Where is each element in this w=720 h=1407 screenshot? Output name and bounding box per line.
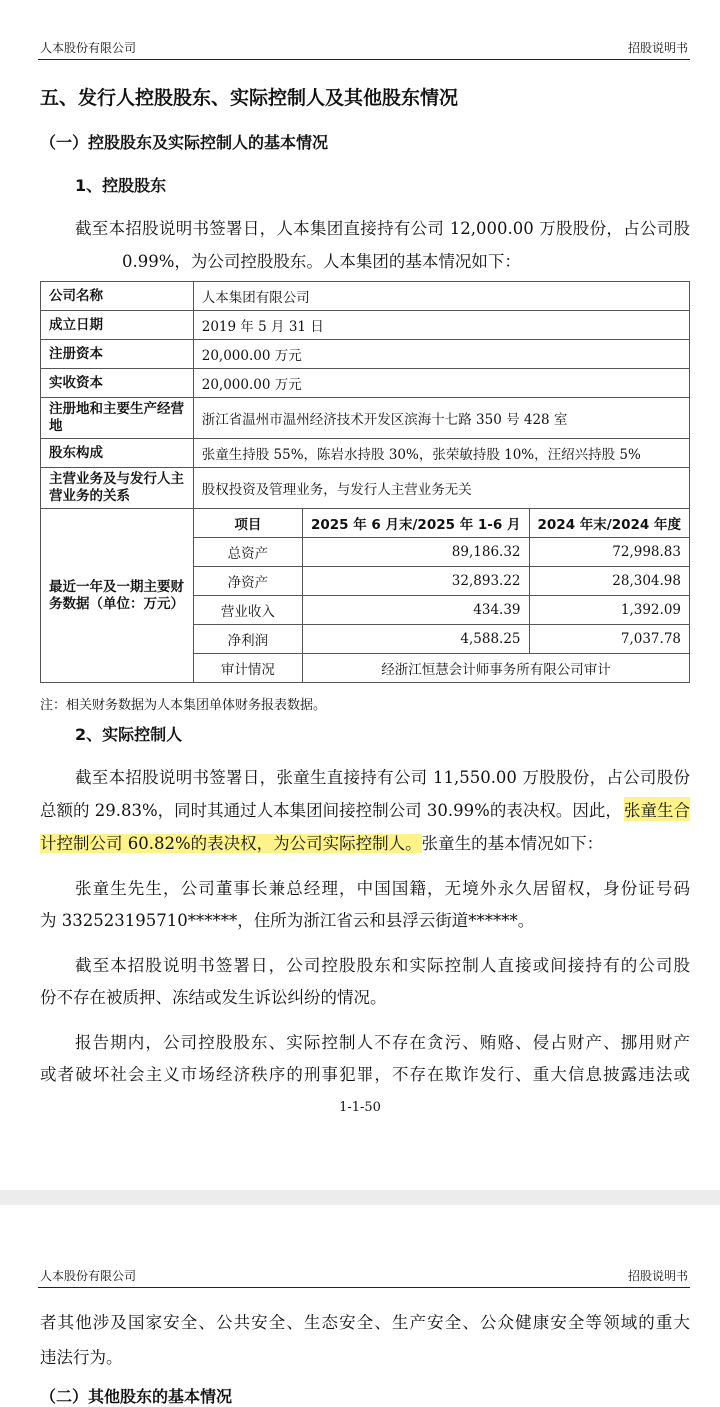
section-title: 五、发行人控股股东、实际控制人及其他股东情况 bbox=[40, 87, 459, 109]
fin-row: 净资产 32,893.22 28,304.98 bbox=[41, 567, 690, 596]
para-line: 违法行为。 bbox=[40, 1348, 123, 1367]
fin-row: 总资产 89,186.32 72,998.83 bbox=[41, 538, 690, 567]
header-doc-type: 招股说明书 bbox=[627, 41, 688, 55]
page-number: 1-1-50 bbox=[339, 1100, 381, 1115]
highlighted-text: 张童生合 bbox=[624, 797, 690, 821]
para-line: 计控制公司 60.82%的表决权，为公司实际控制人。张童生的基本情况如下： bbox=[40, 834, 604, 853]
item1-title: 1、控股股东 bbox=[75, 176, 167, 195]
audit-row: 审计情况 经浙江恒慧会计师事务所有限公司审计 bbox=[41, 654, 690, 683]
para-line: 为 332523195710******，住所为浙江省云和县浮云街道******。 bbox=[40, 911, 535, 930]
header-company: 人本股份有限公司 bbox=[40, 1269, 137, 1283]
table-row: 注册地和主要生产经营地 浙江省温州市温州经济技术开发区滨海十七路 350 号 428 室 bbox=[41, 398, 690, 439]
fin-row: 营业收入 434.39 1,392.09 bbox=[41, 596, 690, 625]
para-line: 或者破坏社会主义市场经济秩序的刑事犯罪，不存在欺诈发行、重大信息披露违法或 bbox=[40, 1065, 690, 1084]
table-row: 股东构成 张童生持股 55%，陈岩水持股 30%，张荣敏持股 10%，汪绍兴持股 5% bbox=[41, 439, 690, 468]
controlling-shareholder-table bbox=[40, 281, 690, 683]
para-line: 报告期内，公司控股股东、实际控制人不存在贪污、贿赂、侵占财产、挪用财产 bbox=[75, 1033, 690, 1052]
page-separator bbox=[0, 1190, 720, 1205]
para-line: 截至本招股说明书签署日，公司控股股东和实际控制人直接或间接持有的公司股 bbox=[75, 956, 690, 975]
header-divider bbox=[38, 59, 690, 60]
para-line: 0.99%，为公司控股股东。人本集团的基本情况如下： bbox=[122, 252, 521, 271]
para-line: 截至本招股说明书签署日，人本集团直接持有公司 12,000.00 万股股份，占公司股 bbox=[75, 219, 690, 238]
para-line: 者其他涉及国家安全、公共安全、生态安全、生产安全、公众健康安全等领域的重大 bbox=[40, 1313, 690, 1332]
fin-header-row: 最近一年及一期主要财务数据（单位：万元） 项目 2025 年 6 月末/2025 年 1-6 月 2024 年末/2024 年度 bbox=[41, 509, 690, 538]
table-row: 实收资本 20,000.00 万元 bbox=[41, 369, 690, 398]
next-subsection-title: （二）其他股东的基本情况 bbox=[40, 1387, 233, 1406]
item2-title: 2、实际控制人 bbox=[75, 725, 183, 744]
table-row: 成立日期 2019 年 5 月 31 日 bbox=[41, 311, 690, 340]
table-row: 公司名称 人本集团有限公司 bbox=[41, 282, 690, 311]
subsection-title: （一）控股股东及实际控制人的基本情况 bbox=[40, 133, 329, 152]
para-line: 份不存在被质押、冻结或发生诉讼纠纷的情况。 bbox=[40, 988, 387, 1007]
para-line: 总额的 29.83%，同时其通过人本集团间接控制公司 30.99%的表决权。因此， 张童生合 bbox=[40, 797, 690, 821]
fin-row: 净利润 4,588.25 7,037.78 bbox=[41, 625, 690, 654]
header-doc-type: 招股说明书 bbox=[627, 1269, 688, 1283]
header-company: 人本股份有限公司 bbox=[40, 41, 137, 55]
para-line: 截至本招股说明书签署日，张童生直接持有公司 11,550.00 万股股份，占公司股份 bbox=[75, 768, 690, 787]
header-divider bbox=[38, 1287, 690, 1288]
para-line: 张童生先生，公司董事长兼总经理，中国国籍，无境外永久居留权，身份证号码 bbox=[75, 879, 690, 898]
table-row: 主营业务及与发行人主营业务的关系 股权投资及管理业务，与发行人主营业务无关 bbox=[41, 468, 690, 509]
table-row: 注册资本 20,000.00 万元 bbox=[41, 340, 690, 369]
table-note: 注：相关财务数据为人本集团单体财务报表数据。 bbox=[40, 698, 327, 713]
highlighted-text: 计控制公司 60.82%的表决权，为公司实际控制人。 bbox=[40, 834, 422, 853]
